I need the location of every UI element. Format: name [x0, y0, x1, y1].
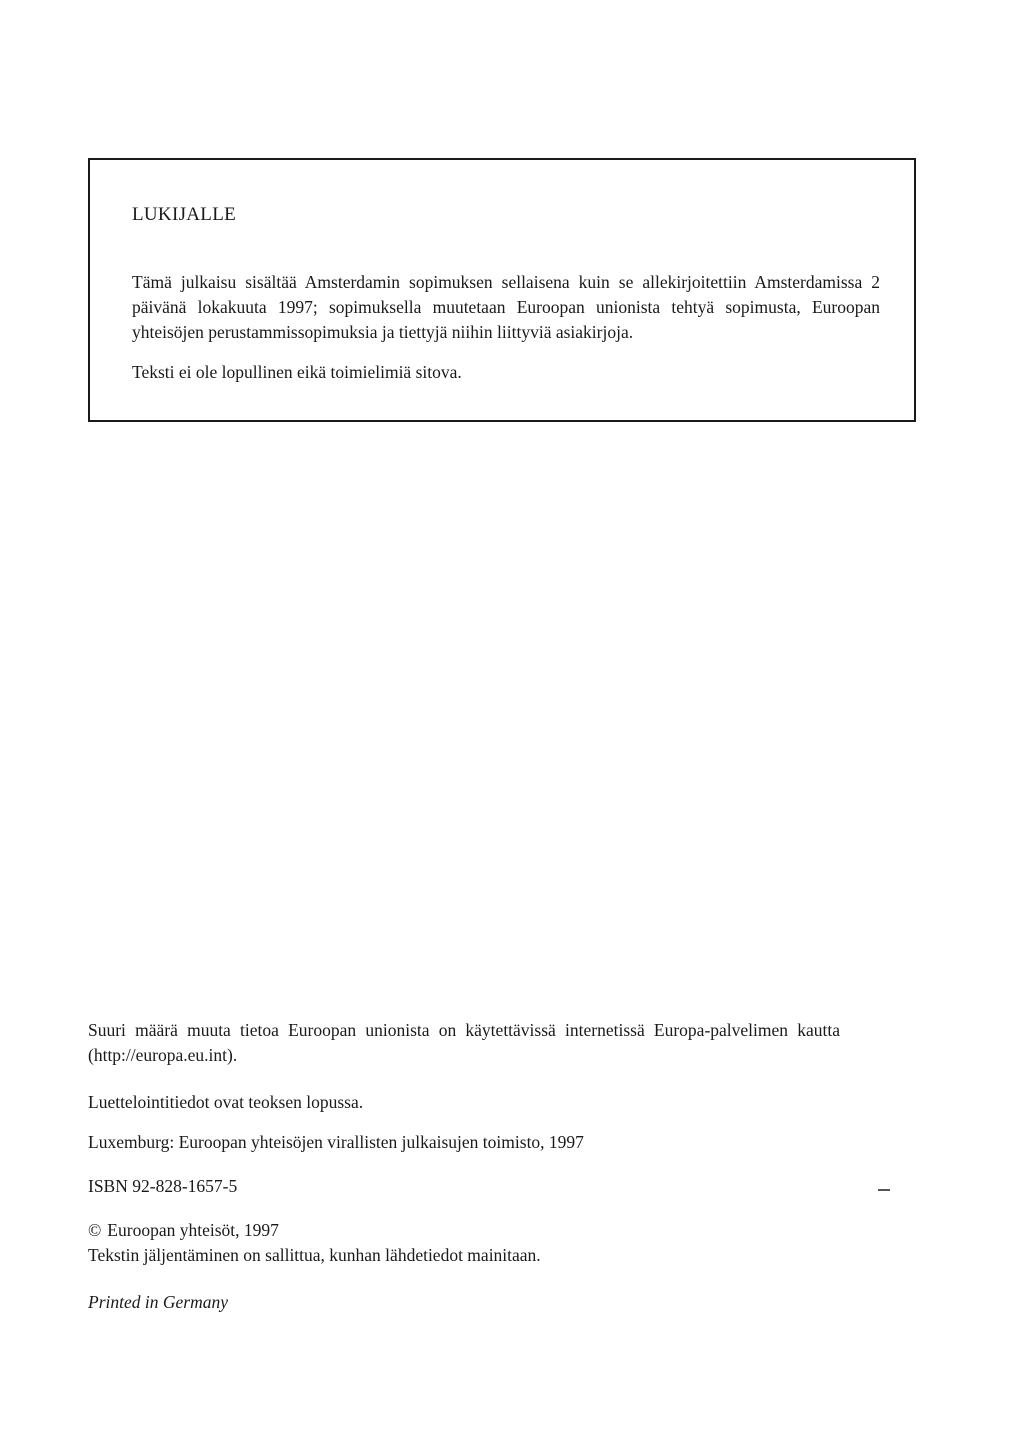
- copyright-icon: ©: [88, 1220, 102, 1240]
- reader-notice-box: [88, 158, 916, 422]
- notice-title: LUKIJALLE: [132, 204, 237, 225]
- catalog-note: Luettelointitiedot ovat teoksen lopussa.: [88, 1092, 364, 1112]
- reproduction-note: Tekstin jäljentäminen on sallittua, kunhan lähdetiedot mainitaan.: [88, 1245, 541, 1265]
- printed-in-line: Printed in Germany: [88, 1292, 228, 1312]
- copyright-text: Euroopan yhteisöt, 1997: [107, 1220, 279, 1240]
- web-info-paragraph: Suuri määrä muuta tietoa Euroopan unionista on käytettävissä internetissä Europa-palvelimen kautta (http://europa.eu.int).: [88, 1020, 840, 1065]
- copyright-line: [88, 1218, 840, 1243]
- isbn-line: ISBN 92-828-1657-5: [88, 1176, 238, 1196]
- notice-body: Tämä julkaisu sisältää Amsterdamin sopimuksen sellaisena kuin se allekirjoitettiin Amsterdamissa 2 päivänä lokakuuta 1997; sopimuksella muutetaan Euroopan unionista tehtyä sopimusta, Euroopan yhteisöjen perustammissopimuksia ja tiettyjä niihin liittyviä asiakirjoja.: [132, 272, 880, 342]
- publisher-line: Luxemburg: Euroopan yhteisöjen virallisten julkaisujen toimisto, 1997: [88, 1132, 584, 1152]
- notice-note: Teksti ei ole lopullinen eikä toimielimiä sitova.: [132, 362, 462, 382]
- scan-speck: [878, 1189, 890, 1191]
- copyright-block: [88, 1218, 840, 1268]
